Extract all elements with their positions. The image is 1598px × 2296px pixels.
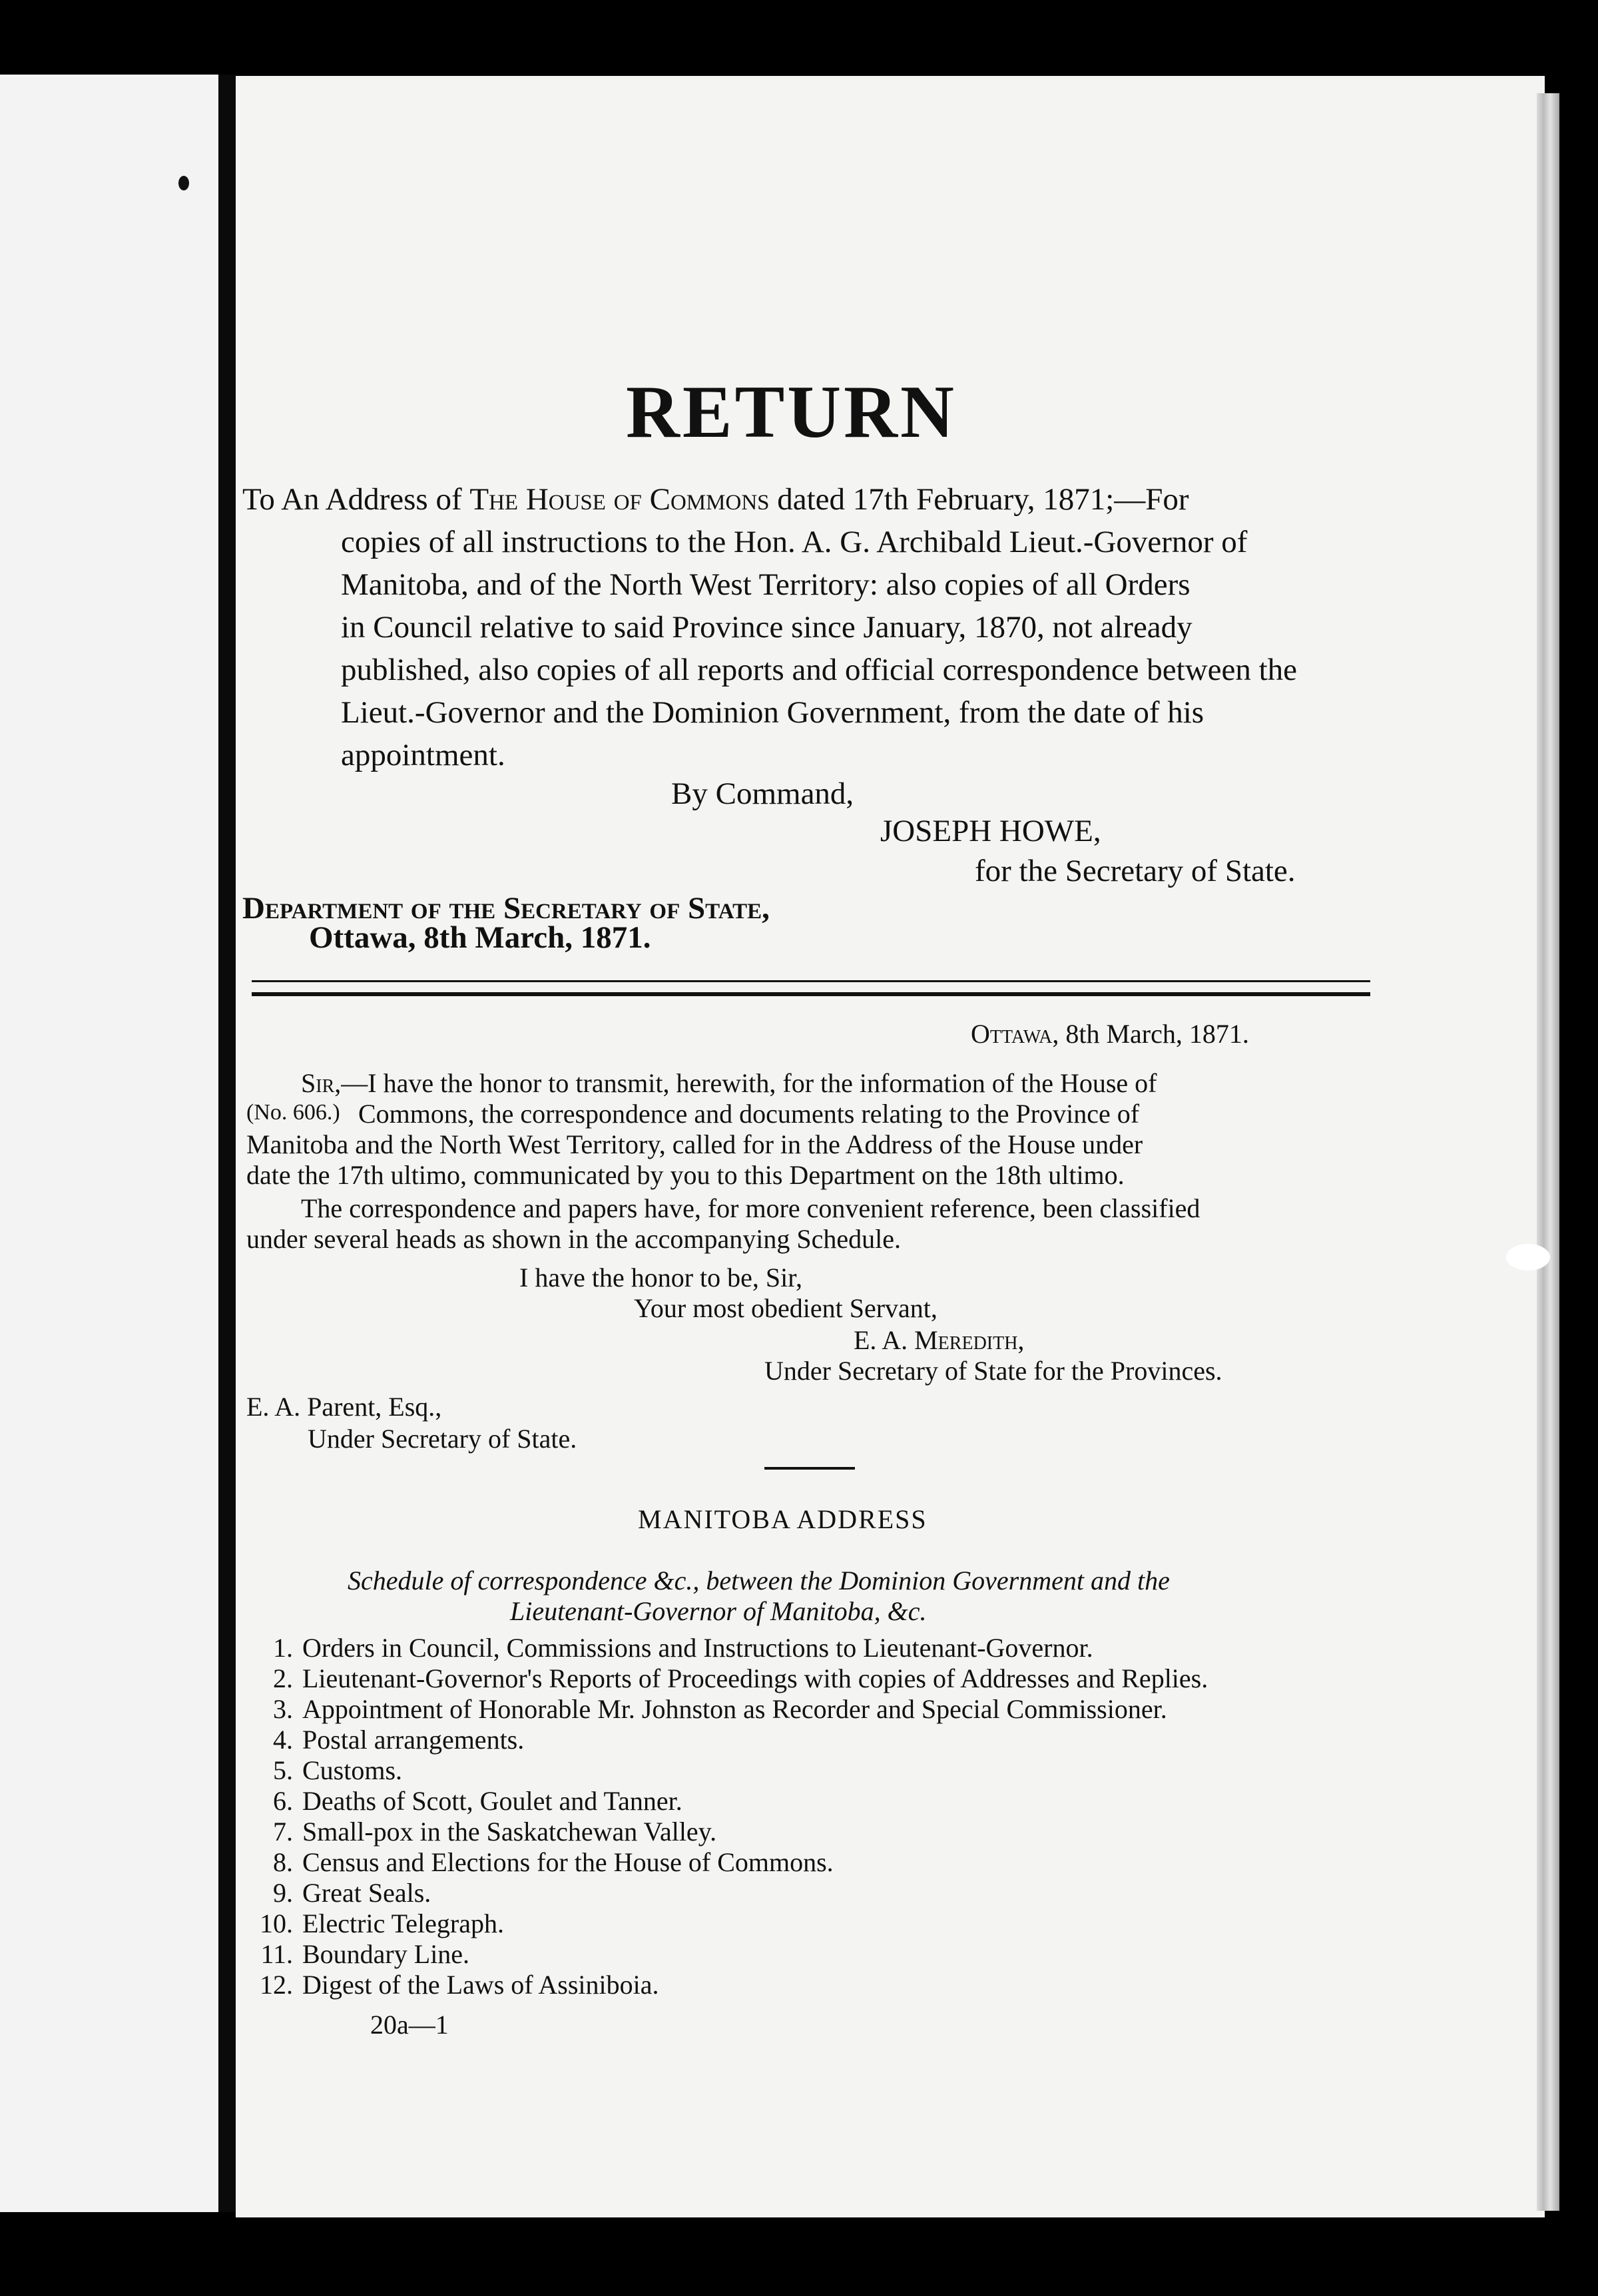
item-number: 8.	[273, 1847, 293, 1877]
item-text: Orders in Council, Commissions and Instructions to Lieutenant-Governor.	[302, 1633, 1093, 1663]
by-command: By Command,	[671, 776, 854, 811]
address-line: copies of all instructions to the Hon. A. G. Archibald Lieut.-Governor of	[341, 525, 1248, 559]
addressee-title: Under Secretary of State.	[308, 1424, 577, 1454]
schedule-subtitle: Schedule of correspondence &c., between the Dominion Government and the	[348, 1566, 1170, 1595]
divider-rule	[252, 980, 1370, 982]
list-item	[246, 1970, 1208, 2000]
item-text: Deaths of Scott, Goulet and Tanner.	[302, 1786, 682, 1816]
paper-tear	[1506, 1244, 1550, 1271]
department-name: Department of the Secretary of State,	[242, 891, 770, 926]
item-text: Digest of the Laws of Assiniboia.	[302, 1970, 659, 2000]
letter-line: date the 17th ultimo, communicated by you to this Department on the 18th ultimo.	[246, 1160, 1125, 1190]
list-item	[246, 1817, 1208, 1847]
list-item	[246, 1847, 1208, 1878]
schedule-list	[246, 1633, 1208, 2000]
address-line: in Council relative to said Province since January, 1870, not already	[341, 610, 1193, 645]
item-number: 4.	[273, 1725, 293, 1755]
address-line: Manitoba, and of the North West Territory: also copies of all Orders	[341, 567, 1191, 602]
address-first-line	[242, 478, 1189, 521]
letter-text: —I have the honor to transmit, herewith, for the information of the House of	[341, 1068, 1157, 1098]
item-number: 6.	[273, 1786, 293, 1816]
item-text: Small-pox in the Saskatchewan Valley.	[302, 1817, 717, 1847]
list-item	[246, 1663, 1208, 1694]
list-item	[246, 1755, 1208, 1786]
ink-spot	[178, 176, 189, 190]
letter-signer: E. A. Meredith,	[854, 1325, 1025, 1355]
item-number: 11.	[260, 1939, 293, 1969]
letter-line: Manitoba and the North West Territory, called for in the Address of the House under	[246, 1129, 1143, 1159]
list-item	[246, 1725, 1208, 1755]
item-text: Appointment of Honorable Mr. Johnston as Recorder and Special Commissioner.	[302, 1694, 1167, 1724]
address-line: Lieut.-Governor and the Dominion Government, from the date of his	[341, 695, 1204, 730]
list-item	[246, 1786, 1208, 1817]
item-text: Electric Telegraph.	[302, 1908, 504, 1938]
letter-signer-title: Under Secretary of State for the Provinces.	[764, 1356, 1222, 1386]
letter-line: Commons, the correspondence and documents relating to the Province of	[358, 1099, 1140, 1129]
section-rule	[764, 1467, 855, 1470]
closing-line: I have the honor to be, Sir,	[519, 1263, 802, 1292]
addressee: E. A. Parent, Esq.,	[246, 1392, 442, 1422]
item-number: 2.	[273, 1663, 293, 1693]
list-item	[246, 1908, 1208, 1939]
item-text: Boundary Line.	[302, 1939, 470, 1969]
address-date: dated 17th February, 1871;—For	[769, 482, 1189, 517]
list-item	[246, 1939, 1208, 1970]
address-line: published, also copies of all reports and official correspondence between the	[341, 653, 1298, 687]
house-of-commons: The House of Commons	[469, 482, 770, 517]
address-intro: To An Address of	[242, 482, 470, 517]
item-text: Census and Elections for the House of Commons.	[302, 1847, 834, 1877]
letter-line-1	[301, 1068, 1157, 1099]
signatory-name: JOSEPH HOWE,	[880, 814, 1101, 848]
document-title: RETURN	[626, 371, 957, 453]
item-text: Postal arrangements.	[302, 1725, 525, 1755]
signature-mark: 20a—1	[370, 2010, 449, 2040]
department-place-date: Ottawa, 8th March, 1871.	[309, 920, 651, 955]
page-edge	[1537, 93, 1559, 2211]
margin-note: (No. 606.)	[246, 1100, 340, 1125]
item-text: Great Seals.	[302, 1878, 431, 1908]
item-number: 7.	[273, 1817, 293, 1847]
list-item	[246, 1633, 1208, 1663]
item-number: 5.	[273, 1755, 293, 1785]
letter-dateline	[971, 1019, 1249, 1049]
schedule-heading: MANITOBA ADDRESS	[638, 1504, 928, 1534]
book-gutter	[218, 75, 236, 2212]
item-number: 12.	[260, 1970, 293, 2000]
item-number: 1.	[273, 1633, 293, 1663]
list-item	[246, 1694, 1208, 1725]
letter-line: under several heads as shown in the accompanying Schedule.	[246, 1224, 902, 1254]
letter-date: 8th March, 1871.	[1059, 1019, 1249, 1049]
item-number: 3.	[273, 1694, 293, 1724]
item-number: 10.	[260, 1908, 293, 1938]
divider-rule	[252, 992, 1370, 996]
schedule-subtitle: Lieutenant-Governor of Manitoba, &c.	[510, 1596, 927, 1626]
letter-salutation: Sir,	[301, 1068, 342, 1098]
letter-place: Ottawa,	[971, 1019, 1059, 1049]
closing-line: Your most obedient Servant,	[634, 1293, 937, 1323]
signatory-title: for the Secretary of State.	[975, 854, 1296, 888]
item-text: Lieutenant-Governor's Reports of Proceedings with copies of Addresses and Replies.	[302, 1663, 1208, 1693]
letter-line: The correspondence and papers have, for more convenient reference, been classified	[301, 1193, 1200, 1223]
facing-page-edge	[0, 75, 218, 2212]
list-item	[246, 1878, 1208, 1908]
address-line: appointment.	[341, 738, 505, 772]
item-number: 9.	[273, 1878, 293, 1908]
item-text: Customs.	[302, 1755, 403, 1785]
